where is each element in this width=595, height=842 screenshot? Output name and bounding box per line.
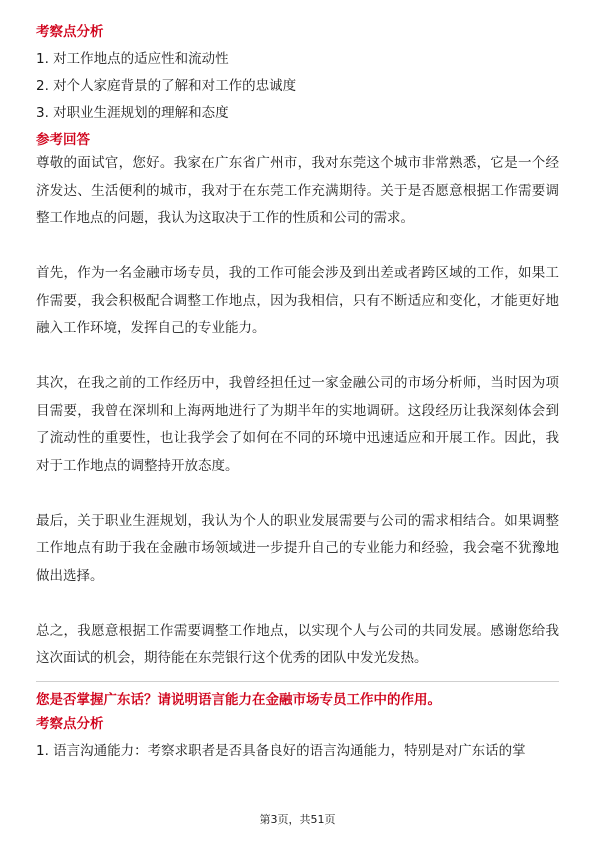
paragraph-gap	[36, 480, 559, 508]
section-divider	[36, 681, 559, 682]
list-item: 1. 语言沟通能力：考察求职者是否具备良好的语言沟通能力，特别是对广东话的掌	[36, 742, 526, 759]
question-title: 您是否掌握广东话？请说明语言能力在金融市场专员工作中的作用。	[36, 691, 441, 708]
paragraph-gap	[36, 590, 559, 618]
answer-paragraph: 总之，我愿意根据工作需要调整工作地点，以实现个人与公司的共同发展。感谢您给我这次面试的机会，期待能在东莞银行这个优秀的团队中发光发热。	[36, 622, 559, 666]
paragraph-gap	[36, 233, 559, 261]
answer-paragraph: 尊敬的面试官，您好。我家在广东省广州市，我对东莞这个城市非常熟悉，它是一个经济发达、生活便利的城市，我对于在东莞工作充满期待。关于是否愿意根据工作需要调整工作地点的问题，我认为这取决于工作的性质和公司的需求。	[36, 155, 559, 226]
answer-paragraph: 其次，在我之前的工作经历中，我曾经担任过一家金融公司的市场分析师，当时因为项目需要，我曾在深圳和上海两地进行了为期半年的实地调研。这段经历让我深刻体会到了流动性的重要性，也让我学会了如何在不同的环境中迅速适应和开展工作。因此，我对于工作地点的调整持开放态度。	[36, 375, 559, 474]
paragraph-gap	[36, 343, 559, 371]
list-item: 1. 对工作地点的适应性和流动性	[36, 51, 229, 67]
analysis-heading: 考察点分析	[36, 715, 104, 732]
document-page	[36, 22, 559, 768]
answer-heading: 参考回答	[36, 132, 90, 148]
analysis-heading: 考察点分析	[36, 24, 104, 40]
answer-paragraph: 最后，关于职业生涯规划，我认为个人的职业发展需要与公司的需求相结合。如果调整工作地点有助于我在金融市场领域进一步提升自己的专业能力和经验，我会毫不犹豫地做出选择。	[36, 512, 559, 584]
analysis-list	[36, 741, 559, 761]
answer-paragraph: 首先，作为一名金融市场专员，我的工作可能会涉及到出差或者跨区域的工作，如果工作需要，我会积极配合调整工作地点，因为我相信，只有不断适应和变化，才能更好地融入工作环境，发挥自己的专业能力。	[36, 265, 559, 336]
analysis-list	[36, 49, 559, 123]
page-number: 第3页，共51页	[259, 813, 336, 826]
list-item: 2. 对个人家庭背景的了解和对工作的忠诚度	[36, 78, 297, 94]
list-item: 3. 对职业生涯规划的理解和态度	[36, 105, 229, 121]
